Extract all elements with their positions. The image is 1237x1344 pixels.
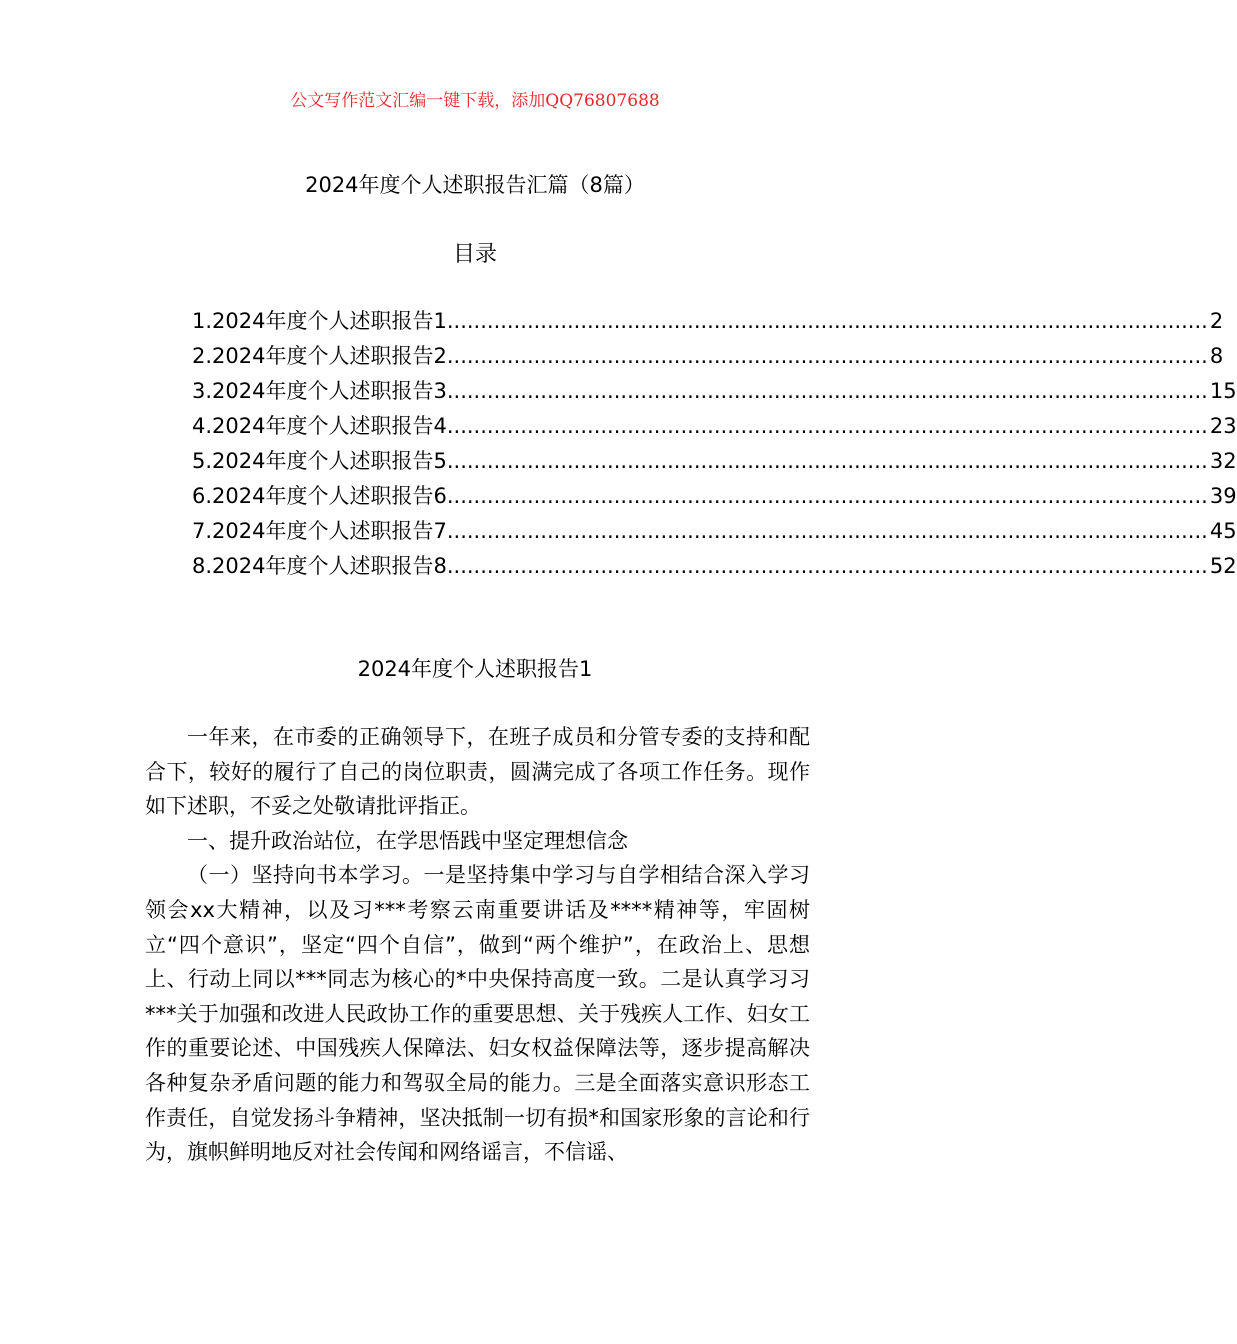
header-note: 公文写作范文汇编一键下载，添加QQ76807688	[290, 91, 660, 111]
toc-entry-page: 2	[1209, 309, 1224, 333]
toc-entry-label: 5.2024年度个人述职报告5	[192, 449, 447, 473]
toc-leader: ..................................................................................................................	[446, 449, 1208, 473]
toc-entry-label: 2.2024年度个人述职报告2	[192, 344, 447, 368]
toc-entry-page: 15	[1209, 379, 1237, 403]
toc-leader: ..................................................................................................................	[446, 554, 1208, 578]
toc-leader: ..................................................................................................................	[446, 519, 1208, 543]
toc-entry-8[interactable]	[192, 550, 1237, 585]
section-title: 2024年度个人述职报告1	[357, 657, 593, 681]
toc-leader: ..................................................................................................................	[446, 414, 1208, 438]
toc-entry-label: 3.2024年度个人述职报告3	[192, 379, 447, 403]
document-title: 2024年度个人述职报告汇篇（8篇）	[305, 173, 645, 197]
table-of-contents	[192, 305, 1237, 585]
toc-entry-page: 45	[1209, 519, 1237, 543]
toc-entry-4[interactable]	[192, 410, 1237, 445]
body-text	[145, 720, 810, 1170]
toc-entry-label: 6.2024年度个人述职报告6	[192, 484, 447, 508]
toc-leader: ..................................................................................................................	[446, 344, 1208, 368]
toc-leader: ..................................................................................................................	[446, 309, 1208, 333]
toc-entry-2[interactable]	[192, 340, 1224, 375]
toc-entry-3[interactable]	[192, 375, 1237, 410]
toc-entry-7[interactable]	[192, 515, 1237, 550]
paragraph-intro: 一年来，在市委的正确领导下，在班子成员和分管专委的支持和配合下，较好的履行了自己的岗位职责，圆满完成了各项工作任务。现作如下述职，不妥之处敬请批评指正。	[145, 725, 810, 819]
toc-leader: ..................................................................................................................	[446, 484, 1208, 508]
paragraph-body: （一）坚持向书本学习。一是坚持集中学习与自学相结合深入学习领会xx大精神，以及习***考察云南重要讲话及****精神等，牢固树立“四个意识”，坚定“四个自信”，做到“两个维护”，在政治上、思想上、行动上同以***同志为核心的*中央保持高度一致。二是认真学习习***关于加强和改进人民政协工作的重要思想、关于残疾人工作、妇女工作的重要论述、中国残疾人保障法、妇女权益保障法等，逐步提高解决各种复杂矛盾问题的能力和驾驭全局的能力。三是全面落实意识形态工作责任，自觉发扬斗争精神，坚决抵制一切有损*和国家形象的言论和行为，旗帜鲜明地反对社会传闻和网络谣言，不信谣、	[145, 863, 810, 1165]
toc-entry-label: 1.2024年度个人述职报告1	[192, 309, 447, 333]
toc-entry-page: 8	[1209, 344, 1224, 368]
toc-entry-label: 4.2024年度个人述职报告4	[192, 414, 447, 438]
toc-heading: 目录	[452, 242, 497, 267]
toc-leader: ..................................................................................................................	[446, 379, 1208, 403]
toc-entry-page: 23	[1209, 414, 1237, 438]
toc-entry-page: 32	[1209, 449, 1237, 473]
toc-entry-6[interactable]	[192, 480, 1237, 515]
toc-entry-1[interactable]	[192, 305, 1224, 340]
paragraph-heading: 一、提升政治站位，在学思悟践中坚定理想信念	[187, 828, 628, 853]
toc-entry-label: 8.2024年度个人述职报告8	[192, 554, 447, 578]
toc-entry-page: 39	[1209, 484, 1237, 508]
toc-entry-label: 7.2024年度个人述职报告7	[192, 519, 447, 543]
toc-entry-page: 52	[1209, 554, 1237, 578]
toc-entry-5[interactable]	[192, 445, 1237, 480]
